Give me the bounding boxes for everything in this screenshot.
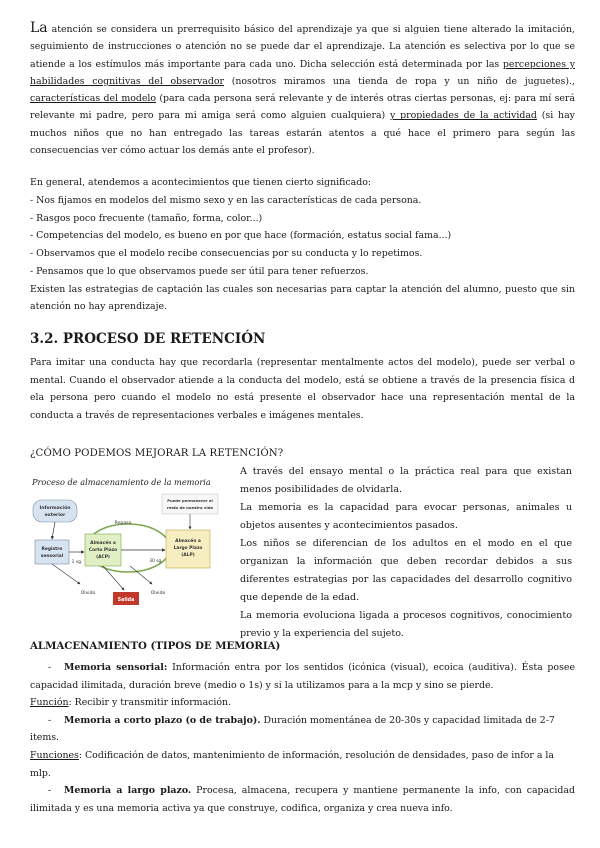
list-item: - Rasgos poco frecuente (tamaño, forma, color...) (30, 212, 263, 224)
memory-process-diagram (30, 470, 230, 620)
alp-line-3: (ALP) (181, 553, 195, 558)
dash: - (48, 662, 52, 673)
time-30sg: 30 sg. (149, 559, 163, 564)
storage-list (30, 659, 575, 817)
short-term-title: Memoria a corto plazo (o de trabajo). (64, 714, 261, 726)
improve-heading: ¿CÓMO PODEMOS MEJORAR LA RETENCIÓN? (30, 448, 284, 459)
info-exterior-line-1: Información (39, 506, 71, 511)
olvido-2: Olvido (150, 591, 166, 596)
general-intro: En general, atendemos a acontecimientos que tienen cierto significado: (30, 177, 372, 188)
intro-paragraph (30, 20, 575, 159)
list-item: - Pensamos que lo que observamos puede ser útil para tener refuerzos. (30, 265, 369, 277)
storage-heading: ALMACENAMIENTO (TIPOS DE MEMORIA) (30, 640, 281, 652)
arrow-exterior-registro (52, 522, 55, 539)
function-label: Función (30, 697, 69, 709)
info-exterior-line-2: exterior (44, 513, 66, 518)
sensory-text: Información entra por los sentidos (icónica (visual), ecoica (auditiva). Ésta posee capacidad ilimitada, duración breve (medio o 1s) y si la utilizamos para a la mcp y sino se pierde. (30, 662, 575, 691)
side-paragraph: La memoria evoluciona ligada a procesos cognitivos, conocimiento previo y la experiencia del sujeto. (240, 610, 572, 639)
alp-line-2: Largo Plazo (173, 546, 203, 551)
function-text: : Recibir y transmitir información. (68, 697, 232, 709)
memory-short-term (30, 712, 575, 747)
functions-text: : Codificación de datos, mantenimiento de información, resolución de densidades, paso de infor a la mlp. (30, 749, 554, 779)
list-item: - Nos fijamos en modelos del mismo sexo y en las características de cada persona. (30, 194, 422, 206)
underlined-model-traits: características del modelo (30, 93, 157, 105)
time-1sg: 1 sg. (71, 560, 83, 565)
long-term-title: Memoria a largo plazo. (64, 785, 192, 797)
intro-text-2: (nosotros miramos una tienda de ropa y un niño de juguetes)., (224, 75, 575, 87)
note-line-2: resto de nuestra vida (167, 505, 213, 510)
diagram-title: Proceso de almacenamiento de la memoria (32, 477, 211, 487)
long-term-text: Procesa, almacena, recupera y mantiene permanente la info, con capacidad ilimitada y es una memoria activa ya que construye, codifica, organiza y crea nueva info. (30, 785, 575, 814)
acp-line-1: Almacén a (90, 541, 116, 546)
salida-label: Salida (117, 598, 135, 603)
side-paragraph: A través del ensayo mental o la práctica real para que existan menos posibilidades de olvidarla. (240, 466, 572, 495)
olvido-1: Olvido (80, 591, 96, 596)
short-term-functions (30, 747, 575, 782)
memory-long-term (30, 782, 575, 817)
alp-line-1: Almacén a (175, 539, 201, 544)
general-section (30, 174, 575, 315)
registro-box (35, 540, 69, 564)
short-term-text: Duración momentánea de 20-30s y capacidad limitada de 2-7 items. (30, 714, 555, 744)
list-item: - Competencias del modelo, es bueno en por que hace (formación, estatus social fama...) (30, 230, 452, 242)
memory-sensory (30, 659, 575, 694)
intro-text-3: (para cada persona será relevante y de interés otras ciertas personas, ej: para mí será relevante mi padre, pero para mi amiga será como alguien cualquiera) (30, 93, 576, 122)
improve-side-text (240, 463, 572, 643)
functions-label: Funciones (30, 749, 79, 761)
side-paragraph: Los niños se diferencian de los adultos en el modo en el que organizan la información que deben recordar debidos a sus diferentes estrategias por las capacidades del desarrollo cognitivo que depende de la edad. (240, 538, 572, 603)
retention-heading: 3.2. PROCESO DE RETENCIÓN (30, 331, 266, 347)
acp-line-3: (ACP) (96, 555, 110, 560)
note-box (162, 494, 218, 514)
arrow-salida (103, 566, 124, 590)
repaso-label: Repaso (114, 521, 132, 526)
side-paragraph: La memoria es la capacidad para evocar personas, animales u objetos ausentes y acontecimientos pasados. (240, 502, 572, 531)
registro-line-2: sensorial (40, 554, 64, 559)
list-item: - Observamos que el modelo recibe consecuencias por su conducta y lo repetimos. (30, 248, 423, 260)
underlined-activity-properties: y propiedades de la actividad (390, 110, 537, 122)
sensory-function (30, 694, 575, 712)
retention-paragraph: Para imitar una conducta hay que recordarla (representar mentalmente actos del modelo), puede ser verbal o mental. Cuando el observador atiende a la conducta del modelo, está se obtiene a través de la presencia física d ela persona pero cuando el modelo no está presente el observador hace una representación mental de la conducta a través de representaciones verbales e imágenes mentales. (30, 357, 575, 421)
underlined-perceptions: percepciones y habilidades cognitivas del observador (30, 58, 575, 87)
lead-capital: La (30, 20, 48, 36)
general-closing: Existen las estrategias de captación las cuales son necesarias para captar la atención del alumno, puesto que sin atención no hay aprendizaje. (30, 283, 575, 313)
intro-text-4: (si hay muchos niños que no han entregado las tareas estarán atentos a qué hace el primero para según las consecuencias ver cómo actuar los demás ante el profesor). (30, 110, 575, 157)
note-line-1: Puede permanecer el (167, 498, 213, 503)
registro-line-1: Registro (41, 547, 63, 552)
acp-line-2: Corto Plazo (88, 548, 118, 553)
info-exterior-box (33, 500, 77, 522)
arrow-olvido-1 (52, 564, 80, 584)
dash: - (48, 785, 52, 797)
intro-text-1: atención se considera un prerrequisito básico del aprendizaje ya que si alguien tiene alterado la imitación, seguimiento de instrucciones o atención no se puede dar el aprendizaje. La atención es selectiva por lo que se atiende a los estímulos más importante para cada uno. Dicha selección está determinada por las (30, 24, 575, 70)
dash: - (48, 714, 52, 726)
sensory-title: Memoria sensorial: (64, 662, 168, 673)
